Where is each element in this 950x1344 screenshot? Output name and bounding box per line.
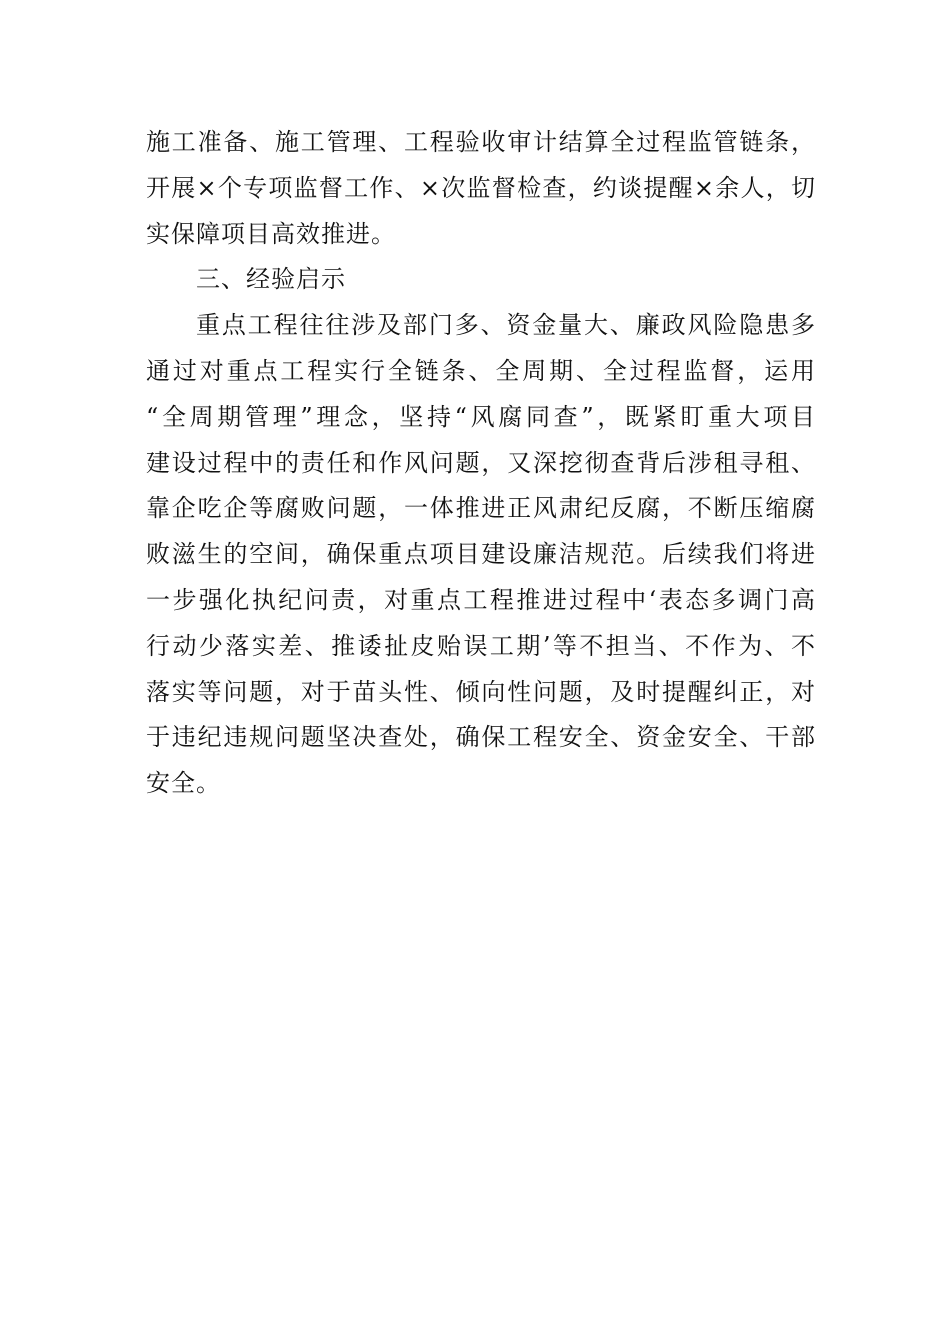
section-heading: 三、经验启示: [196, 265, 346, 294]
body-line: 开展×个专项监督工作、×次监督检查，约谈提醒×余人，切: [146, 173, 816, 202]
paragraph-line: 安全。: [146, 769, 221, 798]
paragraph-line: 重点工程往往涉及部门多、资金量大、廉政风险隐患多: [196, 311, 816, 340]
paragraph-line: 落实等问题，对于苗头性、倾向性问题，及时提醒纠正，对: [146, 677, 816, 706]
paragraph-line: 靠企吃企等腐败问题，一体推进正风肃纪反腐，不断压缩腐: [146, 494, 816, 523]
paragraph-line: 建设过程中的责任和作风问题，又深挖彻查背后涉租寻租、: [146, 448, 816, 477]
paragraph-line: “全周期管理”理念，坚持“风腐同查”，既紧盯重大项目: [146, 402, 816, 431]
paragraph-line: 通过对重点工程实行全链条、全周期、全过程监督，运用: [146, 356, 816, 385]
paragraph-line: 行动少落实差、推诿扯皮贻误工期’等不担当、不作为、不: [146, 631, 816, 660]
paragraph-line: 败滋生的空间，确保重点项目建设廉洁规范。后续我们将进: [146, 540, 816, 569]
body-line: 施工准备、施工管理、工程验收审计结算全过程监管链条，: [146, 128, 816, 156]
paragraph-line: 于违纪违规问题坚决查处，确保工程安全、资金安全、干部: [146, 723, 816, 752]
document-body: [146, 120, 816, 807]
paragraph-line: 一步强化执纪问责，对重点工程推进过程中‘表态多调门高: [146, 585, 816, 614]
body-line: 实保障项目高效推进。: [146, 219, 396, 248]
